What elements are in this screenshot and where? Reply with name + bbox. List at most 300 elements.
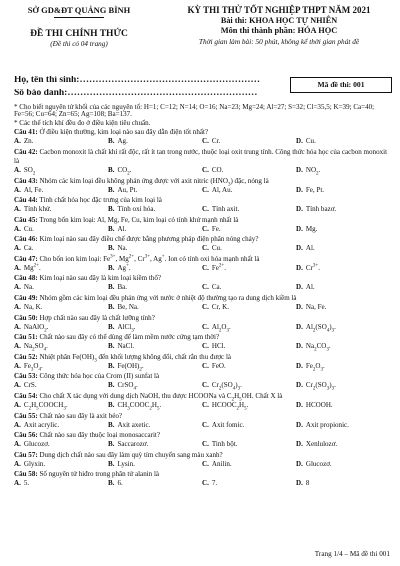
answer-option bbox=[108, 244, 202, 253]
option-row bbox=[14, 225, 390, 234]
question-item bbox=[14, 314, 390, 332]
answer-option bbox=[14, 205, 108, 214]
option-text: $Cr_2(SO_3)_3$. bbox=[305, 381, 336, 392]
question-number: Câu 52: bbox=[14, 352, 38, 361]
exam-body bbox=[14, 104, 390, 490]
department-name: SỞ GD&ĐT QUẢNG BÌNH bbox=[27, 5, 131, 15]
candidate-id-line: Số báo danh:…………………………………………………… bbox=[14, 88, 258, 98]
question-item bbox=[14, 333, 390, 351]
option-label: D. bbox=[296, 263, 303, 272]
answer-option bbox=[108, 421, 202, 430]
option-text: $Na_2SO_4$. bbox=[23, 342, 48, 353]
option-text: CrS. bbox=[23, 381, 37, 390]
question-number: Câu 50: bbox=[14, 313, 38, 322]
option-text: HCl. bbox=[211, 342, 226, 351]
option-label: B. bbox=[108, 244, 115, 253]
answer-option bbox=[14, 401, 108, 410]
option-text: HCOOH. bbox=[305, 401, 333, 410]
option-text: 8 bbox=[305, 479, 310, 488]
option-label: B. bbox=[108, 322, 115, 331]
option-text: Cr. bbox=[211, 137, 221, 146]
question-stem: Công thức hóa học của Crom (II) sunfat là bbox=[39, 372, 160, 381]
answer-option bbox=[296, 244, 390, 253]
answer-option bbox=[108, 460, 202, 469]
option-text: Tính khử. bbox=[23, 205, 52, 214]
option-text: Axit fomic. bbox=[211, 420, 245, 429]
option-text: AlCl$_3$. bbox=[117, 322, 136, 334]
option-text: Zn. bbox=[23, 137, 34, 146]
option-text: Axit axetic. bbox=[117, 420, 151, 429]
option-label: C. bbox=[202, 224, 209, 233]
option-label: C. bbox=[202, 361, 209, 370]
option-text: $Na_2CO_3$. bbox=[305, 342, 331, 353]
answer-option bbox=[202, 479, 296, 488]
option-row bbox=[14, 460, 390, 469]
answer-option bbox=[202, 381, 296, 390]
option-label: A. bbox=[14, 165, 21, 174]
option-text: Ca. bbox=[211, 283, 222, 292]
option-label: D. bbox=[296, 322, 303, 331]
answer-option bbox=[296, 460, 390, 469]
option-text: Fe, Pt. bbox=[305, 185, 325, 194]
option-label: A. bbox=[14, 361, 21, 370]
question-text bbox=[14, 372, 390, 381]
answer-option bbox=[202, 244, 296, 253]
answer-option bbox=[108, 323, 202, 332]
exam-title: KỲ THI THỬ TỐT NGHIỆP THPT NĂM 2021 bbox=[187, 5, 371, 15]
option-text: Glucozơ. bbox=[305, 459, 332, 468]
option-row bbox=[14, 137, 390, 146]
answer-option bbox=[14, 323, 108, 332]
option-text: Glyxin. bbox=[23, 459, 46, 468]
question-number: Câu 43: bbox=[14, 176, 38, 185]
question-text bbox=[14, 431, 390, 440]
question-item bbox=[14, 294, 390, 312]
option-label: D. bbox=[296, 420, 303, 429]
option-label: A. bbox=[14, 342, 21, 351]
question-item bbox=[14, 128, 390, 146]
answer-option bbox=[296, 166, 390, 175]
option-text: Tính bazơ. bbox=[305, 205, 337, 214]
question-item bbox=[14, 431, 390, 449]
answer-option bbox=[296, 283, 390, 292]
option-text: $HCOOC_2H_5$. bbox=[211, 401, 249, 412]
answer-option bbox=[108, 283, 202, 292]
answer-option bbox=[296, 186, 390, 195]
question-item bbox=[14, 235, 390, 253]
option-row bbox=[14, 479, 390, 488]
option-label: B. bbox=[108, 381, 115, 390]
question-text bbox=[14, 216, 390, 225]
option-text: Ag. bbox=[117, 137, 128, 146]
option-text: 6. bbox=[117, 479, 123, 488]
question-text bbox=[14, 177, 390, 186]
option-row bbox=[14, 421, 390, 430]
option-label: B. bbox=[108, 459, 115, 468]
option-row bbox=[14, 186, 390, 195]
question-number: Câu 42: bbox=[14, 147, 38, 156]
option-label: A. bbox=[14, 459, 21, 468]
answer-option bbox=[108, 137, 202, 146]
option-text: $NO_2$. bbox=[305, 165, 321, 177]
answer-option bbox=[296, 264, 390, 273]
option-label: C. bbox=[202, 137, 209, 146]
option-text: Axit acrylic. bbox=[23, 420, 60, 429]
option-text: Na, Fe. bbox=[305, 303, 327, 312]
question-item bbox=[14, 451, 390, 469]
option-label: D. bbox=[296, 185, 303, 194]
option-text: Lysin. bbox=[117, 459, 135, 468]
option-label: D. bbox=[296, 381, 303, 390]
question-number: Câu 57: bbox=[14, 450, 38, 459]
option-text: $Cr^{3+}$. bbox=[305, 263, 320, 272]
question-stem: Nhiệt phân $Fe(OH)_3$ đến khối lượng không đổi, chất rắn thu được là bbox=[39, 352, 232, 364]
answer-option bbox=[202, 401, 296, 410]
answer-option bbox=[14, 460, 108, 469]
option-text: Cu. bbox=[211, 244, 222, 253]
option-text: Na, K. bbox=[23, 303, 43, 312]
answer-option bbox=[108, 381, 202, 390]
component-line: Môn thi thành phần: HÓA HỌC bbox=[220, 26, 338, 36]
option-label: A. bbox=[14, 224, 21, 233]
option-text: Al. bbox=[305, 283, 315, 292]
question-text bbox=[14, 392, 390, 401]
option-label: D. bbox=[296, 165, 303, 174]
question-text bbox=[14, 128, 390, 137]
option-text: Axit propionic. bbox=[305, 420, 349, 429]
question-text bbox=[14, 314, 390, 323]
question-stem: Trong bốn kim loại: Al, Mg, Fe, Cu, kim loại có tính khử mạnh nhất là bbox=[39, 215, 239, 224]
question-text bbox=[14, 451, 390, 460]
option-label: A. bbox=[14, 440, 21, 449]
official-label: ĐỀ THI CHÍNH THỨC bbox=[30, 28, 128, 39]
option-label: A. bbox=[14, 137, 21, 146]
option-text: Na. bbox=[117, 244, 128, 253]
answer-option bbox=[202, 342, 296, 351]
answer-option bbox=[14, 225, 108, 234]
option-label: C. bbox=[202, 263, 209, 272]
question-item bbox=[14, 353, 390, 371]
question-number: Câu 53: bbox=[14, 372, 38, 381]
answer-option bbox=[14, 166, 108, 175]
question-number: Câu 46: bbox=[14, 235, 38, 244]
question-item bbox=[14, 470, 390, 488]
option-text: $CH_3COOC_2H_5$. bbox=[117, 401, 162, 412]
answer-option bbox=[296, 225, 390, 234]
answer-option bbox=[14, 137, 108, 146]
question-text bbox=[14, 196, 390, 205]
question-stem: Nhóm các kim loại đều không phản ứng được với axit nitric $(HNO_3)$ đặc, nóng là bbox=[39, 176, 269, 187]
answer-option bbox=[14, 479, 108, 488]
option-row bbox=[14, 342, 390, 351]
question-item bbox=[14, 412, 390, 430]
answer-option bbox=[14, 362, 108, 371]
option-text: Na. bbox=[23, 283, 34, 292]
option-label: B. bbox=[108, 342, 115, 351]
answer-option bbox=[108, 440, 202, 449]
question-text bbox=[14, 274, 390, 283]
option-row bbox=[14, 264, 390, 273]
question-stem: Kim loại nào sau đây là kim loại kiềm thổ? bbox=[39, 274, 161, 283]
question-stem: Hợp chất nào sau đây là chất lưỡng tính? bbox=[39, 313, 155, 322]
option-text: Al, Au. bbox=[211, 185, 233, 194]
answer-option bbox=[296, 440, 390, 449]
answer-option bbox=[202, 264, 296, 273]
option-row bbox=[14, 244, 390, 253]
option-label: D. bbox=[296, 205, 303, 214]
option-text: Au, Pt. bbox=[117, 185, 138, 194]
question-stem: Chất nào sau đây thuộc loại monosaccarit? bbox=[39, 431, 160, 440]
question-stem: Ở điều kiện thường, kim loại nào sau đây dẫn điện tốt nhất? bbox=[39, 128, 209, 137]
pages-note: (Đề thi có 04 trang) bbox=[50, 40, 108, 48]
option-label: D. bbox=[296, 224, 303, 233]
option-text: $Cr_2(SO_4)_3$. bbox=[211, 381, 242, 392]
option-text: NaAlO$_2$. bbox=[23, 322, 49, 334]
option-text: $C_2H_5COOCH_3$. bbox=[23, 401, 68, 412]
answer-option bbox=[14, 186, 108, 195]
question-number: Câu 45: bbox=[14, 215, 38, 224]
option-label: D. bbox=[296, 440, 303, 449]
option-text: Be, Na. bbox=[117, 303, 139, 312]
option-text: 5. bbox=[23, 479, 30, 488]
option-label: C. bbox=[202, 342, 209, 351]
option-text: Al, Fe. bbox=[23, 185, 44, 194]
question-number: Câu 54: bbox=[14, 392, 38, 401]
atomic-mass-note: * Cho biết nguyên tử khối của các nguyên tố: H=1; C=12; N=14; O=16; Na=23; Mg=24; Al=27; S=32; Cl=35,5; K=39; Ca=40; Fe=56; Cu=64; Zn=65; Ag=108; Ba=137. bbox=[14, 103, 375, 119]
option-label: D. bbox=[296, 459, 303, 468]
candidate-info bbox=[14, 76, 264, 101]
exam-code-box: Mã đề thi: 001 bbox=[290, 77, 392, 93]
option-text: Tinh bột. bbox=[211, 440, 238, 449]
option-label: C. bbox=[202, 440, 209, 449]
answer-option bbox=[14, 421, 108, 430]
answer-option bbox=[202, 362, 296, 371]
option-text: $Fe_3O_4$. bbox=[23, 361, 43, 373]
option-label: A. bbox=[14, 205, 21, 214]
option-label: C. bbox=[202, 459, 209, 468]
option-text: Ca. bbox=[23, 244, 34, 253]
answer-option bbox=[202, 225, 296, 234]
option-text: Cu. bbox=[23, 224, 34, 233]
option-label: D. bbox=[296, 401, 303, 410]
option-text: NaCl. bbox=[117, 342, 135, 351]
question-stem: Tính chất hóa học đặc trưng của kim loại là bbox=[39, 196, 162, 205]
option-label: A. bbox=[14, 303, 21, 312]
question-number: Câu 51: bbox=[14, 333, 38, 342]
subject-line: Bài thi: KHOA HỌC TỰ NHIÊN bbox=[220, 16, 338, 25]
question-text bbox=[14, 294, 390, 303]
option-label: A. bbox=[14, 401, 21, 410]
option-label: A. bbox=[14, 185, 21, 194]
question-list bbox=[14, 128, 390, 488]
question-stem: Cho bốn ion kim loại: $Fe^{3+}$, $Mg^{2+}$, $Cr^{3+}$, Ag+. Ion có tính oxi hóa mạnh nhất là bbox=[39, 254, 260, 263]
option-text: Saccarozơ. bbox=[117, 440, 149, 449]
option-label: B. bbox=[108, 479, 115, 488]
answer-option bbox=[202, 303, 296, 312]
option-label: B. bbox=[108, 361, 115, 370]
option-text: CrSO$_4$. bbox=[117, 381, 138, 392]
option-label: B. bbox=[108, 440, 115, 449]
question-text bbox=[14, 470, 390, 479]
option-label: C. bbox=[202, 185, 209, 194]
header-rule bbox=[54, 17, 104, 18]
option-label: C. bbox=[202, 322, 209, 331]
option-label: C. bbox=[202, 381, 209, 390]
option-label: C. bbox=[202, 244, 209, 253]
answer-option bbox=[14, 440, 108, 449]
answer-option bbox=[108, 264, 202, 273]
question-number: Câu 48: bbox=[14, 274, 38, 283]
question-text bbox=[14, 353, 390, 362]
answer-option bbox=[202, 186, 296, 195]
answer-option bbox=[14, 342, 108, 351]
answer-option bbox=[296, 303, 390, 312]
option-label: B. bbox=[108, 205, 115, 214]
option-row bbox=[14, 323, 390, 332]
answer-option bbox=[202, 283, 296, 292]
option-text: Cu. bbox=[305, 137, 316, 146]
question-item bbox=[14, 177, 390, 195]
page-footer: Trang 1/4 – Mã đề thi 001 bbox=[314, 550, 390, 558]
option-label: C. bbox=[202, 283, 209, 292]
option-label: A. bbox=[14, 479, 21, 488]
question-text bbox=[14, 412, 390, 421]
answer-option bbox=[296, 342, 390, 351]
question-number: Câu 56: bbox=[14, 431, 38, 440]
question-item bbox=[14, 372, 390, 390]
option-text: Tính axit. bbox=[211, 205, 240, 214]
option-text: 7. bbox=[211, 479, 218, 488]
answer-option bbox=[202, 323, 296, 332]
option-label: B. bbox=[108, 185, 115, 194]
answer-option bbox=[14, 264, 108, 273]
answer-option bbox=[108, 186, 202, 195]
answer-option bbox=[14, 244, 108, 253]
option-text: Cr, K. bbox=[211, 303, 229, 312]
option-label: D. bbox=[296, 342, 303, 351]
option-label: B. bbox=[108, 420, 115, 429]
option-label: A. bbox=[14, 322, 21, 331]
question-item bbox=[14, 216, 390, 234]
answer-option bbox=[296, 479, 390, 488]
option-label: B. bbox=[108, 283, 115, 292]
answer-option bbox=[202, 166, 296, 175]
option-row bbox=[14, 303, 390, 312]
option-text: $Fe_2O_3$. bbox=[305, 361, 325, 373]
answer-option bbox=[202, 460, 296, 469]
option-label: A. bbox=[14, 381, 21, 390]
option-label: B. bbox=[108, 165, 115, 174]
question-stem: Chất nào sau đây là axit béo? bbox=[39, 411, 123, 420]
answer-option bbox=[296, 381, 390, 390]
gas-volume-note: * Các thể tích khí đều đo ở điều kiện tiêu chuẩn. bbox=[14, 118, 151, 127]
answer-option bbox=[202, 440, 296, 449]
question-number: Câu 55: bbox=[14, 411, 38, 420]
option-row bbox=[14, 440, 390, 449]
answer-option bbox=[296, 421, 390, 430]
option-text: $Fe^{2+}$. bbox=[211, 263, 227, 272]
question-stem: Nhóm gồm các kim loại đều phản ứng với nước ở nhiệt độ thường tạo ra dung dịch kiềm là bbox=[39, 294, 297, 303]
option-label: B. bbox=[108, 303, 115, 312]
question-number: Câu 47: bbox=[14, 254, 38, 263]
header-right bbox=[166, 4, 392, 45]
header-left bbox=[14, 4, 144, 48]
question-number: Câu 41: bbox=[14, 128, 38, 137]
option-label: C. bbox=[202, 205, 209, 214]
option-text: $Al_2(SO_4)_3$. bbox=[305, 322, 336, 334]
question-stem: Chất nào sau đây có thể dùng để làm mềm nước cứng tạm thời? bbox=[39, 333, 220, 342]
option-label: C. bbox=[202, 303, 209, 312]
answer-option bbox=[108, 166, 202, 175]
question-text bbox=[14, 255, 390, 264]
time-line: Thời gian làm bài: 50 phút, không kể thời gian phát đề bbox=[198, 36, 360, 46]
option-label: A. bbox=[14, 244, 21, 253]
option-text: $SO_2$ bbox=[23, 165, 36, 177]
option-text: $Al_2O_3$. bbox=[211, 322, 231, 334]
answer-option bbox=[202, 137, 296, 146]
answer-option bbox=[108, 225, 202, 234]
option-text: Ba. bbox=[117, 283, 128, 292]
question-item bbox=[14, 392, 390, 410]
option-label: C. bbox=[202, 165, 209, 174]
option-label: C. bbox=[202, 401, 209, 410]
answer-option bbox=[108, 342, 202, 351]
option-row bbox=[14, 205, 390, 214]
option-label: D. bbox=[296, 244, 303, 253]
option-label: A. bbox=[14, 283, 21, 292]
question-stem: Kim loại nào sau đây điều chế được bằng phương pháp điện phân nóng chảy? bbox=[39, 235, 259, 244]
option-label: C. bbox=[202, 479, 209, 488]
answer-option bbox=[296, 137, 390, 146]
question-number: Câu 58: bbox=[14, 470, 38, 479]
option-row bbox=[14, 362, 390, 371]
question-number: Câu 49: bbox=[14, 294, 38, 303]
option-text: FeO. bbox=[211, 361, 226, 370]
answer-option bbox=[108, 303, 202, 312]
option-label: D. bbox=[296, 479, 303, 488]
option-label: B. bbox=[108, 263, 115, 272]
option-text: Mg. bbox=[305, 224, 318, 233]
option-text: $Mg^{2+}$. bbox=[23, 263, 41, 272]
option-label: C. bbox=[202, 420, 209, 429]
answer-option bbox=[108, 362, 202, 371]
question-text bbox=[14, 333, 390, 342]
option-text: Ag+. bbox=[117, 263, 131, 272]
option-text: Al. bbox=[117, 224, 127, 233]
question-item bbox=[14, 255, 390, 273]
option-row bbox=[14, 166, 390, 175]
answer-option bbox=[108, 205, 202, 214]
answer-option bbox=[14, 283, 108, 292]
option-text: Anilin. bbox=[211, 459, 232, 468]
question-item bbox=[14, 148, 390, 175]
answer-option bbox=[108, 401, 202, 410]
option-label: B. bbox=[108, 137, 115, 146]
option-text: Glucozơ. bbox=[23, 440, 50, 449]
question-stem: Dung dịch chất nào sau đây làm quỳ tím chuyển sang màu xanh? bbox=[39, 450, 223, 459]
option-label: D. bbox=[296, 303, 303, 312]
option-text: CO. bbox=[211, 165, 224, 174]
question-item bbox=[14, 196, 390, 214]
answer-option bbox=[296, 362, 390, 371]
answer-option bbox=[296, 401, 390, 410]
answer-option bbox=[296, 323, 390, 332]
option-row bbox=[14, 283, 390, 292]
option-label: D. bbox=[296, 361, 303, 370]
option-text: Tính oxi hóa. bbox=[117, 205, 156, 214]
answer-option bbox=[202, 421, 296, 430]
candidate-name-line: Họ, tên thí sinh:………………………………………………… bbox=[14, 76, 260, 85]
